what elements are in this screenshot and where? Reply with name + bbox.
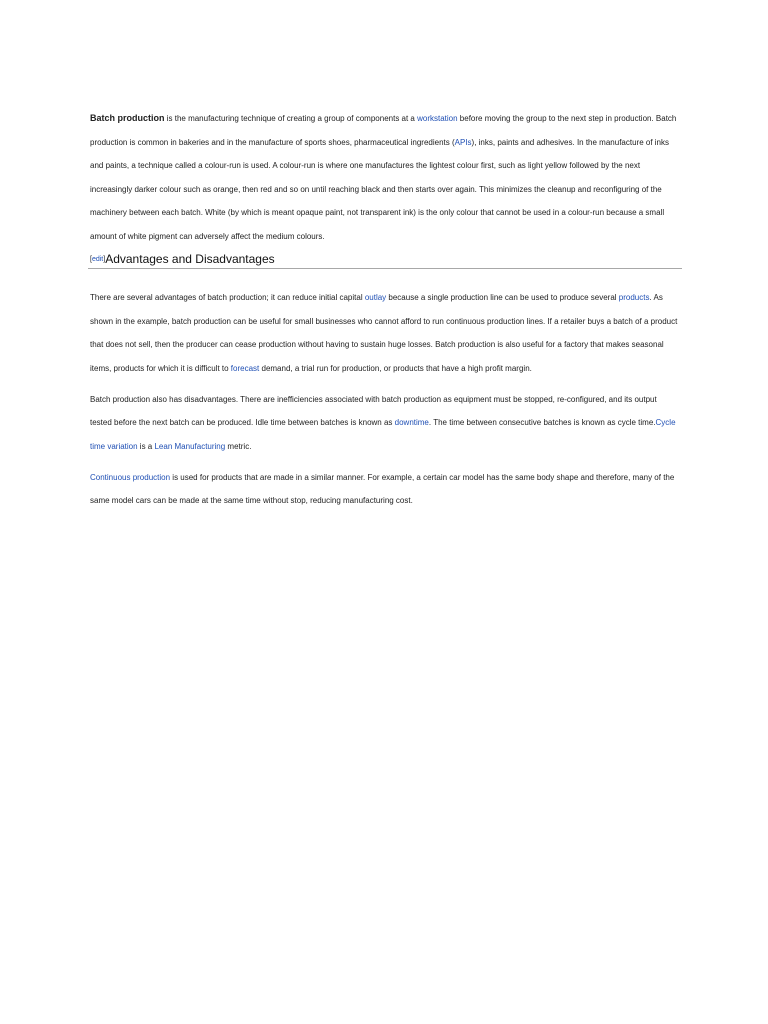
link-lean-manufacturing[interactable]: Lean Manufacturing: [154, 441, 226, 451]
bold-term: Batch production: [90, 113, 165, 123]
adv-text-3: . As shown in the example, batch production can be useful for small businesses who cannot afford to run continuous production lines. If a retailer buys a batch of a product that does not sell, then the producer can cease production without having to sustain huge losses. Batch production is also useful for a factory that makes seasonal items, products for which it is difficult to: [90, 293, 678, 373]
dis-text-4: metric.: [225, 441, 252, 451]
adv-text-2: because a single production line can be used to produce several: [386, 293, 619, 302]
edit-bracket-open: [: [90, 256, 92, 263]
link-cycle-time-variation[interactable]: Cycle time variation: [90, 418, 676, 451]
link-forecast[interactable]: forecast: [230, 363, 260, 373]
link-products[interactable]: products: [618, 293, 650, 302]
edit-section-link[interactable]: edit: [91, 256, 104, 263]
edit-bracket-close: ]: [103, 256, 106, 263]
article-body: [90, 107, 680, 513]
link-outlay[interactable]: outlay: [364, 293, 387, 302]
disadvantages-paragraph: [90, 388, 680, 459]
edit-section-link-wrapper: [90, 256, 105, 263]
continuous-paragraph: [90, 466, 680, 513]
section-title: Advantages and Disadvantages: [105, 252, 275, 266]
link-continuous-production[interactable]: Continuous production: [90, 472, 171, 482]
link-workstation[interactable]: workstation: [417, 114, 458, 123]
dis-text-3: is a: [137, 441, 155, 451]
section-body: [90, 286, 680, 513]
link-downtime[interactable]: downtime: [394, 418, 429, 427]
dis-text-1: Batch production also has disadvantages. There are inefficiencies associated with batch production as equipment must be stopped, re-configured, and its output tested before the next batch can be produced. Idle time between batches is known as: [90, 394, 657, 427]
link-apis[interactable]: APIs: [454, 137, 472, 147]
adv-text-4: demand, a trial run for production, or products that have a high profit margin.: [259, 363, 532, 373]
adv-text-1: There are several advantages of batch production; it can reduce initial capital: [90, 293, 365, 302]
section-heading: [88, 248, 682, 269]
intro-text-1: is the manufacturing technique of creating a group of components at a: [164, 114, 418, 123]
dis-text-2: . The time between consecutive batches is known as cycle time.: [428, 418, 656, 427]
cont-text-1: is used for products that are made in a similar manner. For example, a certain car model has the same body shape and therefore, many of the same model cars can be made at the same time without stop, reducing manufacturing cost.: [90, 472, 675, 505]
intro-text-2: before moving the group to the next step in production. Batch production is common in bakeries and in the manufacture of sports shoes, pharmaceutical ingredients (: [90, 114, 677, 147]
advantages-paragraph: [90, 286, 680, 380]
intro-text-3: ), inks, paints and adhesives. In the manufacture of inks and paints, a technique called a colour-run is used. A colour-run is where one manufactures the lightest colour first, such as light yellow followed by the next increasingly darker colour such as orange, then red and so on until reaching black and then starts over again. This minimizes the cleanup and reconfiguring of the machinery between each batch. White (by which is meant opaque paint, not transparent ink) is the only colour that cannot be used in a colour-run because a small amount of white pigment can adversely affect the medium colours.: [90, 137, 669, 241]
intro-paragraph: [90, 107, 680, 248]
